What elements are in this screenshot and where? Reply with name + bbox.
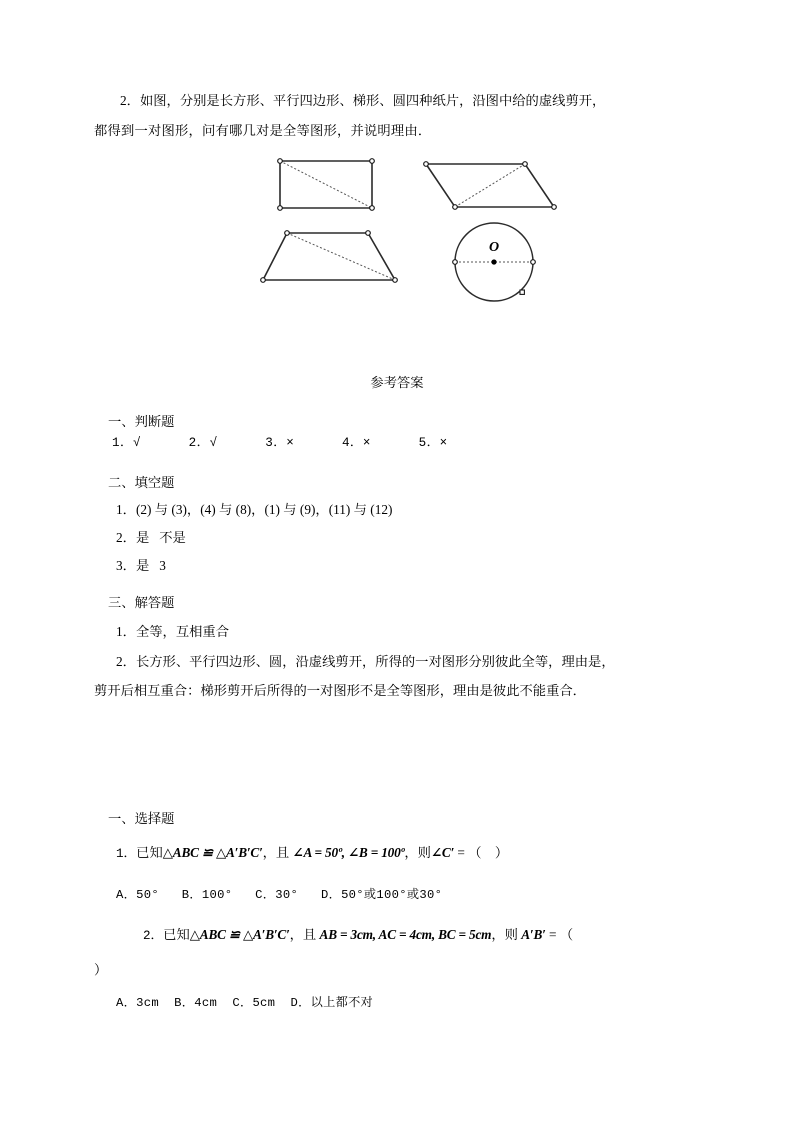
choice-question-2-prefix: 已知 <box>163 927 190 942</box>
answers-title: 参考答案 <box>370 375 424 390</box>
rectangle-outline <box>280 161 372 208</box>
figure-parallelogram <box>424 162 557 210</box>
answers-solution-item-1: 1．全等，互相重合 <box>116 624 230 639</box>
choice-question-1-options[interactable]: A．50° B．100° C．30° D．50°或100°或30° <box>116 888 443 902</box>
choice-question-2-tail: ，则 <box>491 927 522 942</box>
choice-question-2-options[interactable]: A．3cm B．4cm C．5cm D．以上都不对 <box>116 996 374 1010</box>
vertex-marker <box>261 278 266 283</box>
rectangle-cut-line <box>280 161 372 208</box>
answers-fill-item-3: 3．是 3 <box>116 558 166 573</box>
circle-center-dot <box>491 259 496 264</box>
choice-question-1 <box>116 838 508 869</box>
answers-section-heading-2: 二、填空题 <box>108 475 175 490</box>
vertex-marker <box>278 159 283 164</box>
choice-question-1-math2: ∠A = 50º, ∠B = 100º <box>292 845 405 860</box>
answers-fill-item-2: 2．是 不是 <box>116 530 186 545</box>
choice-question-1-math1: △ABC ≌ △A′B′C′ <box>162 845 263 860</box>
problem-text-line1: 2．如图，分别是长方形、平行四边形、梯形、圆四种纸片，沿图中给的虚线剪开， <box>120 93 606 108</box>
choice-question-1-index: 1． <box>116 847 137 861</box>
vertex-marker <box>424 162 429 167</box>
answers-solution-item-2-line1: 2．长方形、平行四边形、圆，沿虚线剪开，所得的一对图形分别彼此全等，理由是， <box>116 654 615 669</box>
problem-paragraph <box>94 86 708 116</box>
circle-center-label: O <box>488 240 500 255</box>
answers-fill-item-1: 1．(2) 与 (3)，(4) 与 (8)，(1) 与 (9)，(11) 与 (12) <box>116 502 393 517</box>
choice-question-2-end: = （ <box>545 927 574 942</box>
vertex-marker <box>552 205 557 210</box>
answers-section-heading-1: 一、判断题 <box>108 414 175 429</box>
vertex-marker <box>393 278 398 283</box>
trapezoid-cut-line <box>287 233 395 280</box>
figure-group <box>250 150 560 305</box>
choice-question-2-mid: ，且 <box>289 927 320 942</box>
figure-circle <box>453 223 536 301</box>
choice-question-2-index: 2． <box>143 929 164 943</box>
answers-solution-item-2-line2: 剪开后相互重合：梯形剪开后所得的一对图形不是全等图形，理由是彼此不能重合． <box>94 683 586 698</box>
arc-marker <box>520 290 524 294</box>
vertex-marker <box>285 231 290 236</box>
vertex-marker <box>531 260 536 265</box>
vertex-marker <box>370 206 375 211</box>
choice-question-2-math3: A′B′ <box>521 927 546 942</box>
figure-trapezoid <box>261 231 398 283</box>
parallelogram-cut-line <box>455 164 525 207</box>
vertex-marker <box>370 159 375 164</box>
vertex-marker <box>453 260 458 265</box>
figure-svg <box>250 150 560 305</box>
choice-question-2-math1: △ABC ≌ △A′B′C′ <box>189 927 290 942</box>
choice-question-1-tail: ，则 <box>404 845 431 860</box>
choice-question-2 <box>143 920 573 951</box>
choice-question-1-mid: ，且 <box>262 845 293 860</box>
choice-question-1-prefix: 已知 <box>136 845 163 860</box>
vertex-marker <box>278 206 283 211</box>
choice-question-1-end: = （ ） <box>454 845 509 860</box>
vertex-marker <box>366 231 371 236</box>
answers-judgement-items: 1．√ 2．√ 3．× 4．× 5．× <box>112 436 448 450</box>
trapezoid-outline <box>263 233 395 280</box>
figure-rectangle <box>278 159 375 211</box>
choice-question-1-math3: ∠C′ <box>430 845 455 860</box>
choice-question-2-wrap: ） <box>94 962 108 977</box>
choice-section-heading: 一、选择题 <box>108 811 175 826</box>
answers-section-heading-3: 三、解答题 <box>108 595 175 610</box>
choice-question-2-math2: AB = 3cm, AC = 4cm, BC = 5cm <box>319 927 492 942</box>
vertex-marker <box>523 162 528 167</box>
vertex-marker <box>453 205 458 210</box>
problem-text-line2: 都得到一对图形，问有哪几对是全等图形，并说明理由． <box>94 123 432 138</box>
